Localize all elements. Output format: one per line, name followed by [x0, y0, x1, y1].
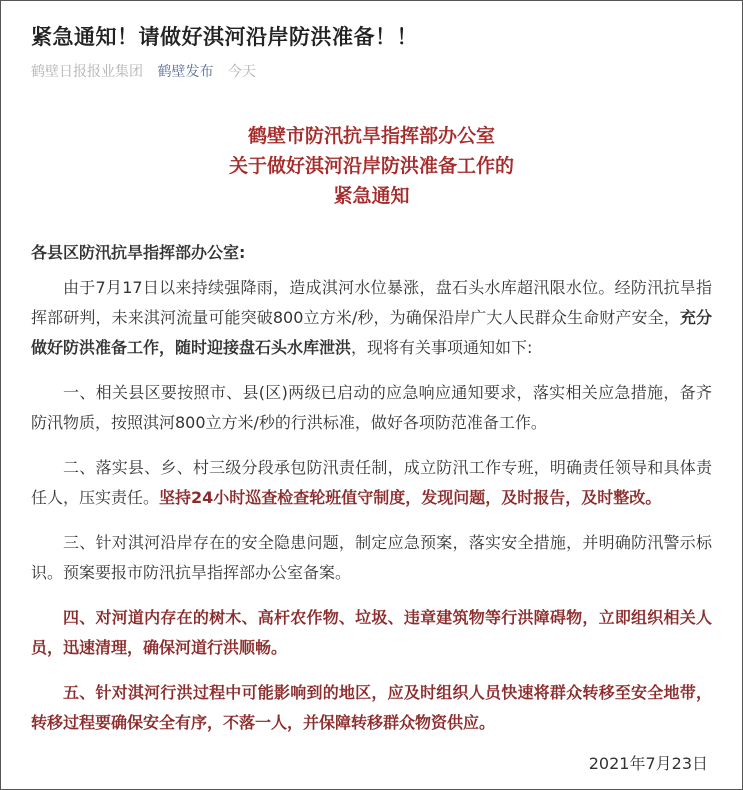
heading-line-2: 关于做好淇河沿岸防洪准备工作的	[228, 155, 514, 177]
article-source: 鹤壁日报报业集团	[31, 64, 143, 80]
item-4-emphasis: 对河道内存在的树木、高杆农作物、垃圾、违章建筑物等行洪障碍物，立即组织相关人员，迅速清理，确保河道行洪顺畅。	[31, 608, 712, 657]
item-3: 三、针对淇河沿岸存在的安全隐患问题，制定应急预案，落实安全措施，并明确防汛警示标识。预案要报市防汛抗旱指挥部办公室备案。	[31, 533, 712, 582]
item-5	[31, 678, 712, 738]
intro-text-2: ，现将有关事项通知如下:	[351, 338, 533, 357]
article-title: 紧急通知！请做好淇河沿岸防洪准备！！	[31, 25, 418, 49]
item-4	[31, 603, 712, 663]
notice-date: 2021年7月23日	[588, 754, 708, 773]
item-4-prefix: 四、	[63, 608, 96, 627]
publish-time: 今天	[227, 64, 256, 80]
notice-heading	[31, 121, 712, 211]
item-5-prefix: 五、	[63, 683, 96, 702]
heading-line-3: 紧急通知	[333, 185, 410, 207]
article	[1, 1, 742, 773]
intro-bold: 充分做好防洪准备工作，随时迎接盘石头水库泄洪	[31, 308, 712, 357]
item-5-emphasis: 针对淇河行洪过程中可能影响到的地区，应及时组织人员快速将群众转移至安全地带，转移过程要确保安全有序，不落一人，并保障转移群众物资供应。	[31, 683, 712, 732]
addressee: 各县区防汛抗旱指挥部办公室:	[31, 243, 246, 262]
intro-paragraph	[31, 273, 712, 363]
heading-line-1: 鹤壁市防汛抗旱指挥部办公室	[247, 125, 495, 147]
item-1: 一、相关县区要按照市、县(区)两级已启动的应急响应通知要求，落实相关应急措施，备齐防汛物质，按照淇河800立方米/秒的行洪标准，做好各项防范准备工作。	[31, 383, 712, 432]
article-meta	[31, 63, 712, 81]
account-link[interactable]: 鹤壁发布	[157, 64, 214, 80]
item-2	[31, 453, 712, 513]
intro-text-1: 由于7月17日以来持续强降雨，造成淇河水位暴涨，盘石头水库超汛限水位。经防汛抗旱指挥部研判，未来淇河流量可能突破800立方米/秒，为确保沿岸广大人民群众生命财产安全，	[31, 278, 712, 327]
item-2-emphasis: 坚持24小时巡查检查轮班值守制度，发现问题，及时报告，及时整改。	[159, 488, 662, 507]
item-2-text: 二、落实县、乡、村三级分段承包防汛责任制，成立防汛工作专班，明确责任领导和具体责任人，压实责任。	[31, 458, 712, 507]
